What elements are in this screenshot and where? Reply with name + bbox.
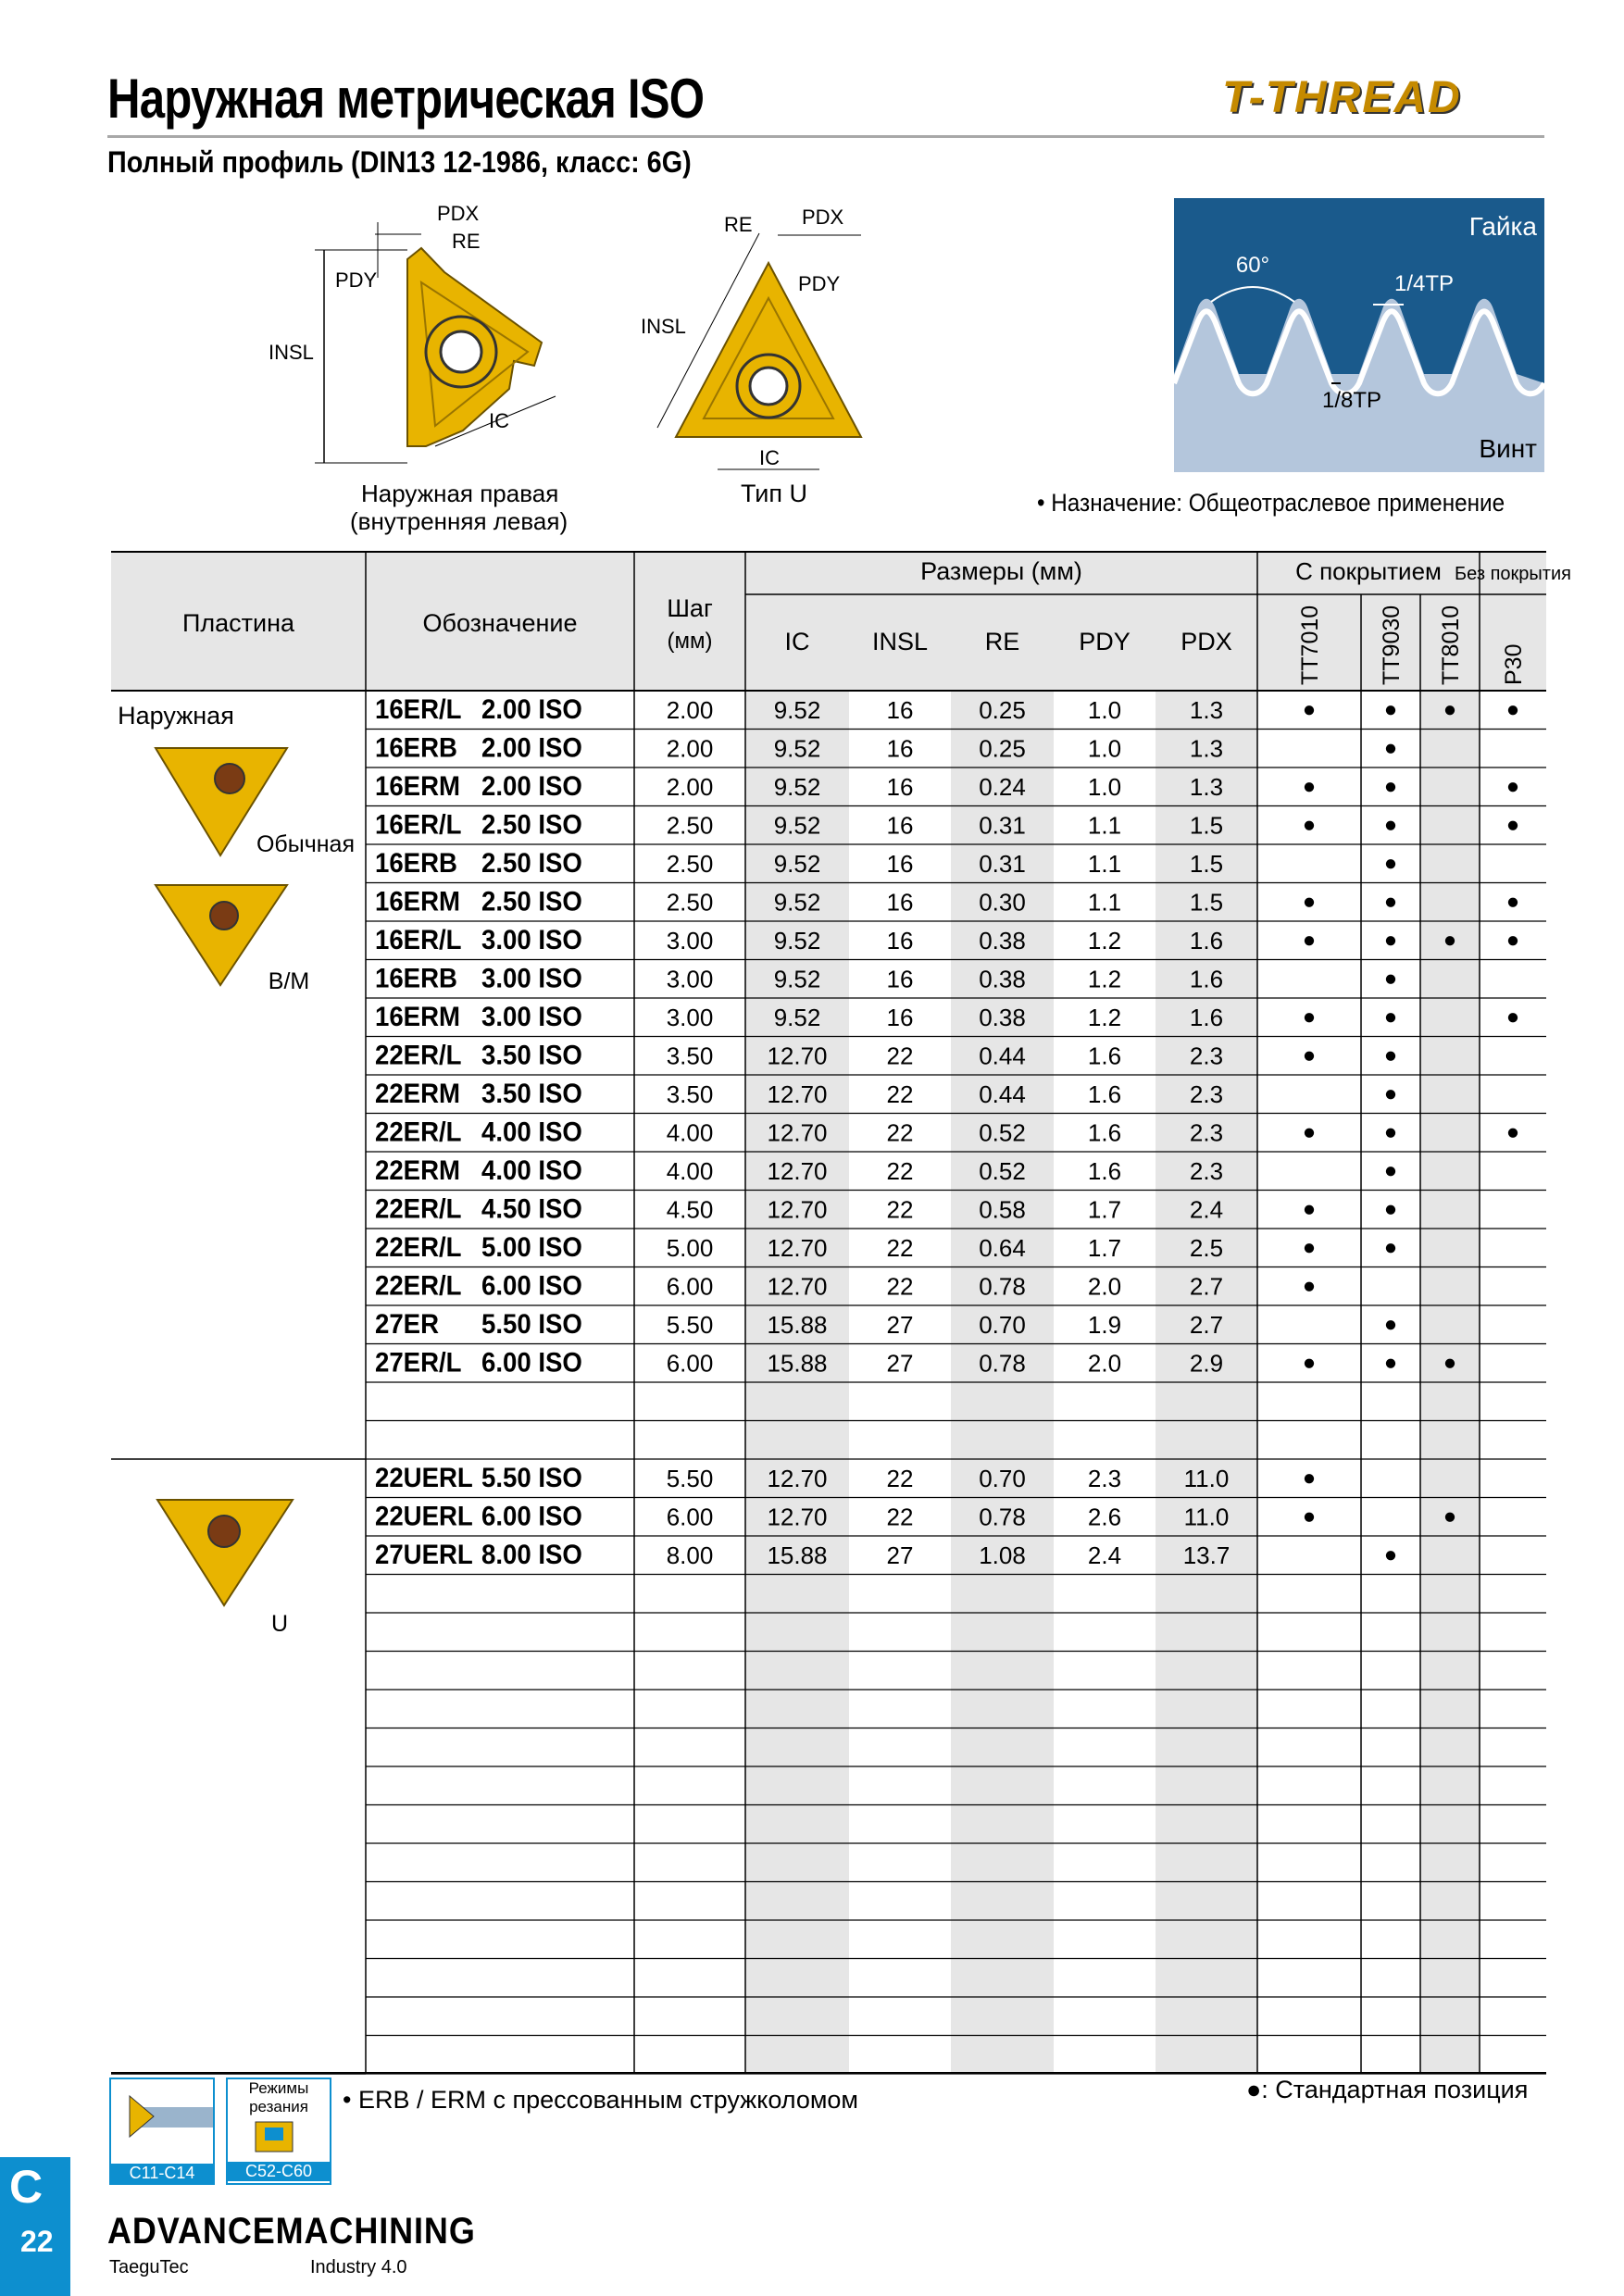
row-pdx: 2.7 xyxy=(1189,1272,1224,1301)
row-pitch: 3.50 xyxy=(666,1042,714,1070)
row-ic: 9.52 xyxy=(773,926,821,955)
purpose-note: • Назначение: Общеотраслевое применение xyxy=(1037,489,1505,517)
row-grade-dot: ● xyxy=(1302,1004,1317,1029)
row-grade-dot: ● xyxy=(1302,1273,1317,1299)
footnote: • ERB / ERM с прессованным стружколомом xyxy=(343,2086,858,2114)
row-pdx: 2.3 xyxy=(1189,1079,1224,1108)
insert-diagram-left xyxy=(259,204,611,472)
row-grade-dot: ● xyxy=(1505,1119,1520,1145)
legend-standard: ●: Стандартная позиция xyxy=(1246,2076,1529,2103)
row-ic: 12.70 xyxy=(767,1272,828,1301)
cutting-conditions-icon xyxy=(228,2116,330,2157)
row-pitch: 4.00 xyxy=(666,1118,714,1147)
row-pitch: 4.00 xyxy=(666,1156,714,1185)
row-pdy: 2.0 xyxy=(1087,1272,1122,1301)
row-designation: 22ERM xyxy=(375,1078,460,1110)
header-dim-insl: INSL xyxy=(871,628,929,655)
row-grade-dot: ● xyxy=(1302,889,1317,915)
row-grade-dot: ● xyxy=(1505,1004,1520,1029)
row-designation-size: 2.00 ISO xyxy=(481,693,582,726)
row-designation: 22ER/L xyxy=(375,1117,462,1148)
label-insl: INSL xyxy=(269,341,314,364)
row-re: 0.30 xyxy=(979,888,1026,917)
u-caption: Тип U xyxy=(741,480,808,507)
row-insl: 22 xyxy=(886,1272,914,1301)
row-re: 0.70 xyxy=(979,1464,1026,1492)
header-plate: Пластина xyxy=(181,609,295,637)
plate-label-u: U xyxy=(270,1611,289,1637)
label-ic: IC xyxy=(489,409,509,432)
row-re: 0.64 xyxy=(979,1233,1026,1262)
row-pdy: 1.2 xyxy=(1087,965,1122,993)
row-grade-dot: ● xyxy=(1383,1119,1398,1145)
row-insl: 22 xyxy=(886,1464,914,1492)
nut-label: Гайка xyxy=(1468,212,1537,241)
thumb-holder-link[interactable] xyxy=(109,2078,215,2185)
row-pdx: 2.3 xyxy=(1189,1042,1224,1070)
plate-label-standard: Обычная xyxy=(256,831,356,857)
row-pdy: 1.0 xyxy=(1087,695,1122,724)
label-pdy: PDY xyxy=(335,268,378,292)
row-designation-size: 6.00 ISO xyxy=(481,1347,582,1379)
row-ic: 12.70 xyxy=(767,1464,828,1492)
row-designation: 16ERM xyxy=(375,886,460,917)
row-grade-dot: ● xyxy=(1383,927,1398,953)
row-insl: 27 xyxy=(886,1349,914,1378)
row-pitch: 6.00 xyxy=(666,1503,714,1531)
row-pdx: 1.5 xyxy=(1189,888,1224,917)
footer-logo-sub-left: TaeguTec xyxy=(109,2257,189,2277)
row-ic: 9.52 xyxy=(773,772,821,801)
row-pitch: 4.50 xyxy=(666,1195,714,1224)
row-pitch: 2.00 xyxy=(666,734,714,763)
row-pdx: 2.5 xyxy=(1189,1233,1224,1262)
row-re: 0.78 xyxy=(979,1272,1026,1301)
row-grade-dot: ● xyxy=(1302,1504,1317,1529)
row-grade-dot: ● xyxy=(1383,889,1398,915)
row-grade-dot: ● xyxy=(1383,1157,1398,1183)
insert-diagram-u xyxy=(639,206,898,483)
header-designation: Обозначение xyxy=(422,609,578,637)
row-insl: 22 xyxy=(886,1195,914,1224)
footer-logo-sub-right: Industry 4.0 xyxy=(310,2257,407,2277)
row-re: 0.44 xyxy=(979,1042,1026,1070)
u-label-re: RE xyxy=(724,213,753,236)
row-insl: 16 xyxy=(886,1003,914,1031)
row-designation: 16ER/L xyxy=(375,693,462,726)
row-designation: 16ERM xyxy=(375,770,460,803)
row-pdx: 2.7 xyxy=(1189,1310,1224,1339)
row-pdx: 1.6 xyxy=(1189,926,1224,955)
page-title: Наружная метрическая ISO xyxy=(107,68,705,130)
row-designation: 22ERM xyxy=(375,1154,460,1187)
thread-profile-figure xyxy=(1174,198,1544,472)
row-designation-size: 4.50 ISO xyxy=(481,1193,582,1225)
row-pitch: 5.50 xyxy=(666,1310,714,1339)
row-pdy: 1.1 xyxy=(1087,849,1122,878)
row-grade-dot: ● xyxy=(1505,696,1520,722)
row-grade-dot: ● xyxy=(1383,696,1398,722)
row-designation: 22ER/L xyxy=(375,1040,462,1071)
row-re: 0.44 xyxy=(979,1079,1026,1108)
row-insl: 16 xyxy=(886,888,914,917)
row-designation-size: 3.00 ISO xyxy=(481,963,582,994)
plate-label-bm: B/M xyxy=(268,968,310,994)
row-re: 0.38 xyxy=(979,926,1026,955)
insert-image-u-hole xyxy=(208,1516,240,1547)
row-designation: 22ER/L xyxy=(375,1231,462,1264)
thumb-holder-label: C11-C14 xyxy=(111,2164,213,2183)
row-grade-dot: ● xyxy=(1383,850,1398,876)
u-label-insl: INSL xyxy=(641,315,686,338)
row-pdy: 1.6 xyxy=(1087,1118,1122,1147)
row-grade-dot: ● xyxy=(1443,927,1457,953)
row-pitch: 3.00 xyxy=(666,965,714,993)
row-pitch: 6.00 xyxy=(666,1349,714,1378)
row-ic: 9.52 xyxy=(773,965,821,993)
row-grade-dot: ● xyxy=(1302,1234,1317,1260)
row-designation-size: 6.00 ISO xyxy=(481,1501,582,1532)
row-ic: 15.88 xyxy=(767,1541,828,1569)
row-pitch: 2.00 xyxy=(666,695,714,724)
header-dim-pdx: PDX xyxy=(1181,628,1232,655)
row-ic: 12.70 xyxy=(767,1503,828,1531)
screw-label: Винт xyxy=(1479,434,1537,463)
row-pdy: 1.0 xyxy=(1087,772,1122,801)
row-ic: 9.52 xyxy=(773,695,821,724)
row-grade-dot: ● xyxy=(1383,1541,1398,1567)
row-designation-size: 3.00 ISO xyxy=(481,1001,582,1033)
left-caption-1: Наружная правая xyxy=(361,480,559,507)
row-designation-size: 5.50 ISO xyxy=(481,1308,582,1341)
header-dimensions: Размеры (мм) xyxy=(920,557,1082,585)
row-grade-dot: ● xyxy=(1383,735,1398,761)
row-re: 0.52 xyxy=(979,1156,1026,1185)
header-divider xyxy=(107,135,1544,138)
row-ic: 9.52 xyxy=(773,734,821,763)
insert-image-bm xyxy=(156,885,287,985)
row-grade-dot: ● xyxy=(1302,1119,1317,1145)
row-pdx: 11.0 xyxy=(1183,1464,1230,1492)
header-dim-re: RE xyxy=(984,628,1020,655)
row-pitch: 8.00 xyxy=(666,1541,714,1569)
inserts-table xyxy=(111,552,1571,2072)
row-insl: 22 xyxy=(886,1503,914,1531)
row-designation: 16ERB xyxy=(375,732,457,764)
footer-logo: ADVANCEMACHINING xyxy=(107,2211,476,2252)
row-re: 0.24 xyxy=(979,772,1026,801)
thumb-cutting-title-1: Режимы xyxy=(248,2079,309,2097)
quarter-pitch-label: 1/4TP xyxy=(1394,271,1455,296)
row-designation: 27ER xyxy=(375,1308,440,1341)
plate-label-external: Наружная xyxy=(118,702,234,730)
row-insl: 16 xyxy=(886,734,914,763)
row-insl: 22 xyxy=(886,1233,914,1262)
row-pitch: 2.50 xyxy=(666,811,714,840)
u-label-pdx: PDX xyxy=(802,206,844,229)
row-pitch: 5.00 xyxy=(666,1233,714,1262)
brand-logo: T-THREAD xyxy=(1222,73,1462,122)
header-grade-tt7010: TT7010 xyxy=(1297,605,1323,685)
row-insl: 16 xyxy=(886,695,914,724)
row-pdy: 2.4 xyxy=(1087,1541,1122,1569)
row-pitch: 3.00 xyxy=(666,926,714,955)
row-grade-dot: ● xyxy=(1443,696,1457,722)
row-grade-dot: ● xyxy=(1302,1042,1317,1068)
row-grade-dot: ● xyxy=(1443,1350,1457,1376)
row-pdy: 1.6 xyxy=(1087,1079,1122,1108)
thumb-cutting-title-2: резания xyxy=(249,2098,308,2115)
row-grade-dot: ● xyxy=(1383,1311,1398,1337)
header-dim-pdy: PDY xyxy=(1079,628,1131,655)
row-grade-dot: ● xyxy=(1383,1234,1398,1260)
row-insl: 16 xyxy=(886,965,914,993)
row-grade-dot: ● xyxy=(1505,773,1520,799)
row-designation: 27ER/L xyxy=(375,1347,462,1379)
row-designation: 27UERL xyxy=(375,1539,473,1571)
row-grade-dot: ● xyxy=(1302,1196,1317,1222)
row-designation: 16ERM xyxy=(375,1001,460,1033)
row-grade-dot: ● xyxy=(1302,927,1317,953)
left-insert-hole xyxy=(441,331,481,372)
row-designation-size: 2.50 ISO xyxy=(481,847,582,880)
row-grade-dot: ● xyxy=(1383,1042,1398,1068)
row-pdx: 1.3 xyxy=(1189,695,1224,724)
u-label-ic: IC xyxy=(759,446,780,469)
row-pdy: 1.1 xyxy=(1087,888,1122,917)
row-designation-size: 2.00 ISO xyxy=(481,770,582,803)
row-re: 0.25 xyxy=(979,734,1026,763)
row-designation-size: 5.50 ISO xyxy=(481,1462,582,1494)
row-pdy: 2.3 xyxy=(1087,1464,1122,1492)
row-pitch: 6.00 xyxy=(666,1272,714,1301)
row-pdx: 2.3 xyxy=(1189,1118,1224,1147)
row-pdx: 1.3 xyxy=(1189,734,1224,763)
row-re: 1.08 xyxy=(979,1541,1026,1569)
row-grade-dot: ● xyxy=(1302,1465,1317,1491)
row-insl: 16 xyxy=(886,849,914,878)
row-insl: 27 xyxy=(886,1541,914,1569)
row-grade-dot: ● xyxy=(1383,773,1398,799)
thumb-cutting-label: C52-C60 xyxy=(228,2162,330,2181)
row-pdy: 1.2 xyxy=(1087,926,1122,955)
row-ic: 12.70 xyxy=(767,1195,828,1224)
row-grade-dot: ● xyxy=(1383,812,1398,838)
row-re: 0.38 xyxy=(979,1003,1026,1031)
row-pdy: 1.1 xyxy=(1087,811,1122,840)
row-pdy: 1.9 xyxy=(1087,1310,1122,1339)
insert-image-bm-hole xyxy=(210,902,238,930)
row-re: 0.31 xyxy=(979,849,1026,878)
row-grade-dot: ● xyxy=(1383,1080,1398,1106)
angle-label: 60° xyxy=(1235,253,1270,278)
row-ic: 15.88 xyxy=(767,1310,828,1339)
row-pitch: 2.50 xyxy=(666,849,714,878)
header-grade-p30: P30 xyxy=(1501,643,1527,685)
row-grade-dot: ● xyxy=(1302,773,1317,799)
row-pdy: 1.6 xyxy=(1087,1156,1122,1185)
row-designation-size: 5.00 ISO xyxy=(481,1231,582,1264)
row-ic: 12.70 xyxy=(767,1118,828,1147)
row-designation: 16ERB xyxy=(375,847,457,880)
row-designation-size: 3.50 ISO xyxy=(481,1078,582,1110)
row-pdy: 1.6 xyxy=(1087,1042,1122,1070)
row-pdy: 1.7 xyxy=(1087,1233,1122,1262)
row-grade-dot: ● xyxy=(1383,1004,1398,1029)
row-grade-dot: ● xyxy=(1383,966,1398,992)
row-pitch: 5.50 xyxy=(666,1464,714,1492)
row-re: 0.25 xyxy=(979,695,1026,724)
row-re: 0.52 xyxy=(979,1118,1026,1147)
row-designation: 22UERL xyxy=(375,1462,473,1494)
row-re: 0.58 xyxy=(979,1195,1026,1224)
row-ic: 9.52 xyxy=(773,1003,821,1031)
row-re: 0.70 xyxy=(979,1310,1026,1339)
row-designation-size: 3.50 ISO xyxy=(481,1040,582,1071)
row-designation-size: 4.00 ISO xyxy=(481,1154,582,1187)
row-designation: 16ERB xyxy=(375,963,457,994)
row-grade-dot: ● xyxy=(1505,812,1520,838)
page-number: 22 xyxy=(20,2225,54,2258)
row-pdx: 1.6 xyxy=(1189,965,1224,993)
row-pitch: 3.50 xyxy=(666,1079,714,1108)
page-subtitle: Полный профиль (DIN13 12-1986, класс: 6G) xyxy=(107,145,692,179)
header-pitch: Шаг xyxy=(667,594,713,622)
row-designation-size: 4.00 ISO xyxy=(481,1117,582,1148)
row-insl: 16 xyxy=(886,772,914,801)
row-insl: 22 xyxy=(886,1156,914,1185)
u-label-pdy: PDY xyxy=(798,272,841,295)
row-pdx: 13.7 xyxy=(1182,1541,1230,1569)
row-insl: 27 xyxy=(886,1310,914,1339)
row-pitch: 3.00 xyxy=(666,1003,714,1031)
row-insl: 22 xyxy=(886,1118,914,1147)
row-designation-size: 3.00 ISO xyxy=(481,924,582,956)
row-re: 0.31 xyxy=(979,811,1026,840)
row-re: 0.78 xyxy=(979,1503,1026,1531)
label-pdx: PDX xyxy=(437,202,480,225)
row-designation: 22ER/L xyxy=(375,1193,462,1225)
row-pdy: 1.0 xyxy=(1087,734,1122,763)
row-pitch: 2.00 xyxy=(666,772,714,801)
row-pdy: 2.6 xyxy=(1087,1503,1122,1531)
row-designation-size: 2.50 ISO xyxy=(481,809,582,841)
row-ic: 15.88 xyxy=(767,1349,828,1378)
row-designation: 16ER/L xyxy=(375,924,462,956)
row-grade-dot: ● xyxy=(1383,1196,1398,1222)
header-coated: С покрытием xyxy=(1295,557,1442,585)
row-designation-size: 8.00 ISO xyxy=(481,1539,582,1571)
row-pdx: 1.5 xyxy=(1189,849,1224,878)
thumb-cutting-link[interactable] xyxy=(226,2078,331,2185)
header-grade-tt8010: TT8010 xyxy=(1438,605,1464,685)
row-designation-size: 2.00 ISO xyxy=(481,732,582,764)
row-pdx: 2.4 xyxy=(1189,1195,1224,1224)
row-designation: 16ER/L xyxy=(375,809,462,841)
row-designation: 22ER/L xyxy=(375,1270,462,1302)
row-grade-dot: ● xyxy=(1302,812,1317,838)
row-pitch: 2.50 xyxy=(666,888,714,917)
eighth-pitch-label: 1/8TP xyxy=(1322,388,1382,413)
row-grade-dot: ● xyxy=(1302,1350,1317,1376)
row-grade-dot: ● xyxy=(1383,1350,1398,1376)
row-insl: 16 xyxy=(886,926,914,955)
row-ic: 12.70 xyxy=(767,1042,828,1070)
row-designation: 22UERL xyxy=(375,1501,473,1532)
row-grade-dot: ● xyxy=(1443,1504,1457,1529)
row-insl: 22 xyxy=(886,1079,914,1108)
row-grade-dot: ● xyxy=(1505,927,1520,953)
row-pdy: 1.7 xyxy=(1087,1195,1122,1224)
insert-image-standard-hole xyxy=(215,764,244,793)
row-ic: 12.70 xyxy=(767,1233,828,1262)
row-ic: 12.70 xyxy=(767,1156,828,1185)
row-grade-dot: ● xyxy=(1505,889,1520,915)
row-pdx: 2.3 xyxy=(1189,1156,1224,1185)
row-ic: 12.70 xyxy=(767,1079,828,1108)
row-pdy: 2.0 xyxy=(1087,1349,1122,1378)
row-ic: 9.52 xyxy=(773,811,821,840)
header-grade-tt9030: TT9030 xyxy=(1379,605,1405,685)
row-insl: 22 xyxy=(886,1042,914,1070)
header-dim-ic: IC xyxy=(784,628,810,655)
row-designation-size: 6.00 ISO xyxy=(481,1270,582,1302)
row-insl: 16 xyxy=(886,811,914,840)
holder-icon xyxy=(111,2079,213,2159)
row-pdx: 2.9 xyxy=(1189,1349,1224,1378)
header-pitch-unit: (мм) xyxy=(667,629,713,654)
row-ic: 9.52 xyxy=(773,849,821,878)
row-re: 0.38 xyxy=(979,965,1026,993)
section-letter: C xyxy=(9,2161,44,2213)
row-pdx: 1.3 xyxy=(1189,772,1224,801)
row-ic: 9.52 xyxy=(773,888,821,917)
label-re: RE xyxy=(452,230,481,253)
row-pdx: 1.5 xyxy=(1189,811,1224,840)
row-grade-dot: ● xyxy=(1302,696,1317,722)
header-uncoated: Без покрытия xyxy=(1455,564,1571,584)
row-designation-size: 2.50 ISO xyxy=(481,886,582,917)
row-pdy: 1.2 xyxy=(1087,1003,1122,1031)
row-pdx: 1.6 xyxy=(1189,1003,1224,1031)
left-caption-2: (внутренняя левая) xyxy=(350,507,568,535)
u-insert-hole xyxy=(750,368,787,405)
row-pdx: 11.0 xyxy=(1183,1503,1230,1531)
row-re: 0.78 xyxy=(979,1349,1026,1378)
